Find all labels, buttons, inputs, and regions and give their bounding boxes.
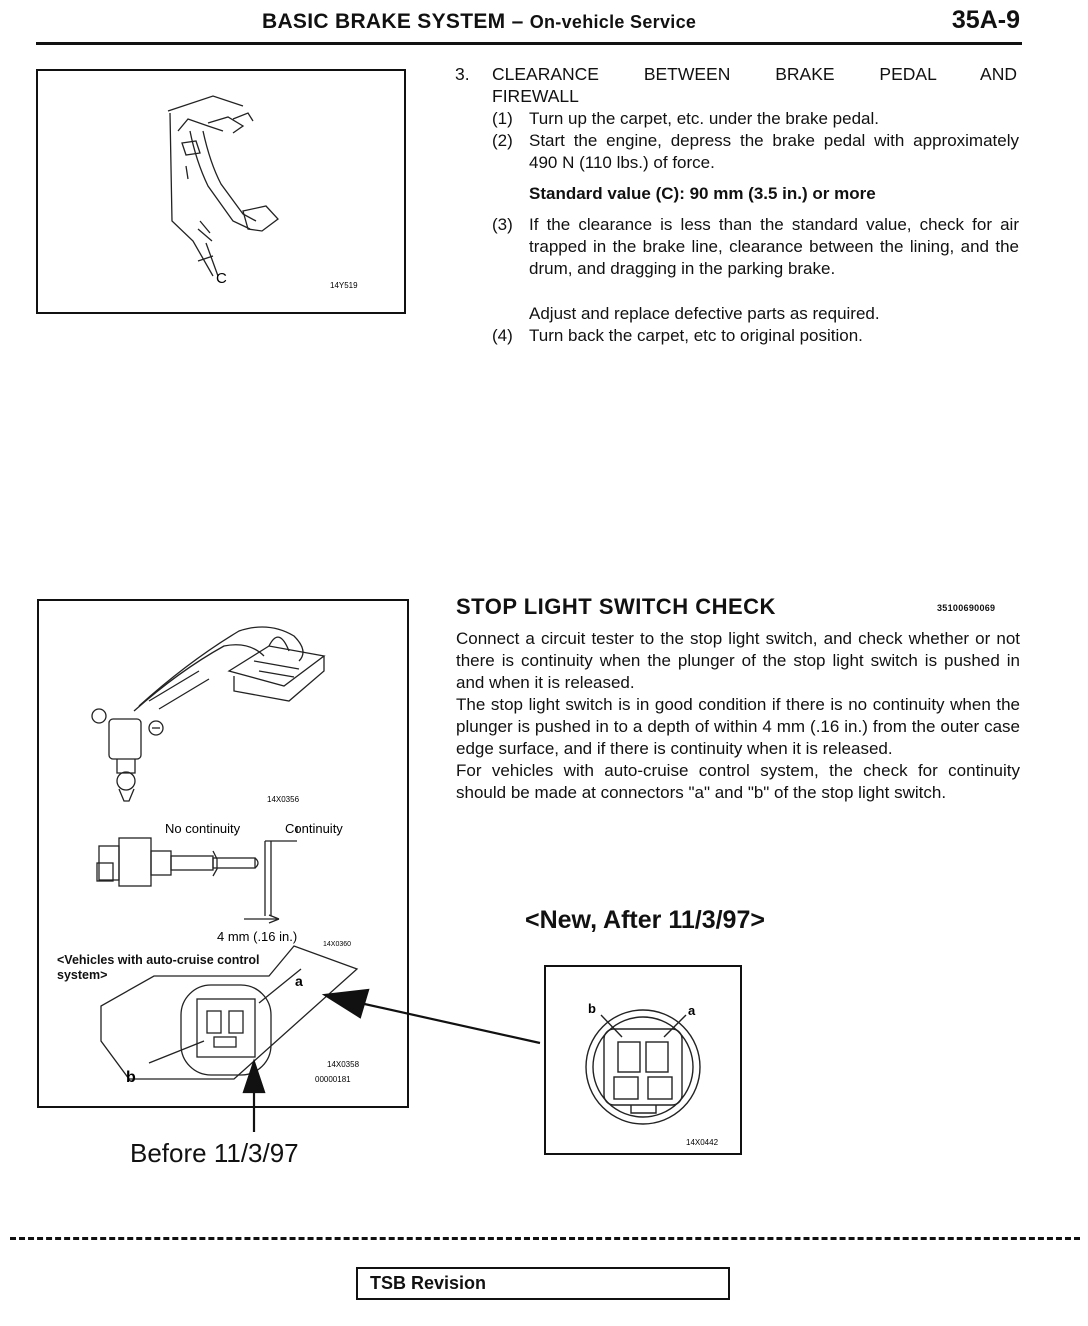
item-number: (4) bbox=[492, 326, 513, 345]
header-subtitle: On-vehicle Service bbox=[529, 12, 697, 32]
brake-pedal-figure bbox=[36, 69, 406, 314]
connector-label-a: a bbox=[295, 973, 303, 989]
stop-light-paragraph-1: Connect a circuit tester to the stop light switch, and check whether or not there is continuity when the plunger of the stop light switch is pushed in and when it is released. bbox=[456, 629, 1020, 692]
new-connector-label-b: b bbox=[588, 1001, 596, 1016]
clearance-heading bbox=[455, 63, 1020, 107]
stop-light-paragraph-2: The stop light switch is in good condition if there is no continuity when the plunger is pushed in to a depth of within 4 mm (.16 in.) from the outer case edge surface, and if there is continuity when it is released. bbox=[456, 695, 1020, 758]
clearance-item-2 bbox=[492, 130, 1020, 174]
page-number: 35A-9 bbox=[951, 6, 1020, 34]
new-after-label: <New, After 11/3/97> bbox=[525, 906, 765, 934]
switch-code-bottom-2: 00000181 bbox=[315, 1075, 351, 1084]
clearance-heading-line2: FIREWALL bbox=[492, 86, 579, 106]
stop-light-switch-figure bbox=[37, 599, 409, 1108]
header-separator: – bbox=[511, 10, 524, 33]
pedal-label-c: C bbox=[216, 270, 227, 287]
pedal-figure-code: 14Y519 bbox=[330, 281, 358, 290]
footer-dashed-rule bbox=[10, 1237, 1080, 1240]
stop-light-body bbox=[456, 628, 1020, 804]
new-connector-illustration bbox=[546, 967, 740, 1153]
item-text: Start the engine, depress the brake pedal with approximately 490 N (110 lbs.) of force. bbox=[529, 131, 1019, 172]
standard-value: Standard value (C): 90 mm (3.5 in.) or more bbox=[529, 184, 876, 203]
stop-light-section-title: STOP LIGHT SWITCH CHECK bbox=[456, 594, 776, 619]
clearance-item-4 bbox=[492, 325, 1020, 347]
brake-pedal-illustration bbox=[38, 71, 404, 312]
new-connector-label-a: a bbox=[688, 1003, 696, 1018]
header-rule bbox=[36, 42, 1022, 45]
step-number: 3. bbox=[455, 64, 470, 84]
dimension-label: 4 mm (.16 in.) bbox=[217, 929, 298, 944]
stop-light-switch-illustration bbox=[39, 601, 407, 1106]
item-text: Turn back the carpet, etc to original position. bbox=[529, 326, 863, 345]
stop-light-section-code: 35100690069 bbox=[937, 603, 996, 613]
header-title: BASIC BRAKE SYSTEM bbox=[262, 10, 506, 33]
new-connector-code: 14X0442 bbox=[686, 1138, 719, 1147]
adjust-note: Adjust and replace defective parts as required. bbox=[529, 304, 880, 323]
page-header-title bbox=[262, 10, 696, 34]
clearance-item-3 bbox=[492, 214, 1020, 302]
clearance-heading-line1: CLEARANCE BETWEEN BRAKE PEDAL AND bbox=[492, 64, 1017, 84]
before-date-label: Before 11/3/97 bbox=[130, 1138, 299, 1168]
item-number: (3) bbox=[492, 215, 513, 234]
item-text: Turn up the carpet, etc. under the brake pedal. bbox=[529, 109, 879, 128]
continuity-label: Continuity bbox=[285, 821, 343, 836]
tsb-revision-label: TSB Revision bbox=[370, 1273, 487, 1293]
auto-cruise-label-wrap bbox=[57, 953, 307, 993]
switch-code-bottom-1: 14X0358 bbox=[327, 1060, 360, 1069]
item-number: (2) bbox=[492, 131, 513, 150]
new-connector-figure bbox=[544, 965, 742, 1155]
stop-light-paragraph-3: For vehicles with auto-cruise control system, the check for continuity should be made at connectors "a" and "b" of the stop light switch. bbox=[456, 761, 1020, 802]
auto-cruise-label: <Vehicles with auto-cruise control system> bbox=[57, 953, 260, 982]
no-continuity-label: No continuity bbox=[165, 821, 241, 836]
tsb-revision-box bbox=[356, 1267, 730, 1300]
switch-code-mid: 14X0360 bbox=[323, 941, 352, 948]
clearance-item-1 bbox=[492, 108, 1020, 130]
item-number: (1) bbox=[492, 109, 513, 128]
switch-code-top: 14X0356 bbox=[267, 795, 300, 804]
item-text: If the clearance is less than the standard value, check for air trapped in the brake line, clearance between the lining, and the drum, and dragging in the parking brake. bbox=[529, 215, 1019, 278]
connector-label-b: b bbox=[126, 1069, 136, 1086]
